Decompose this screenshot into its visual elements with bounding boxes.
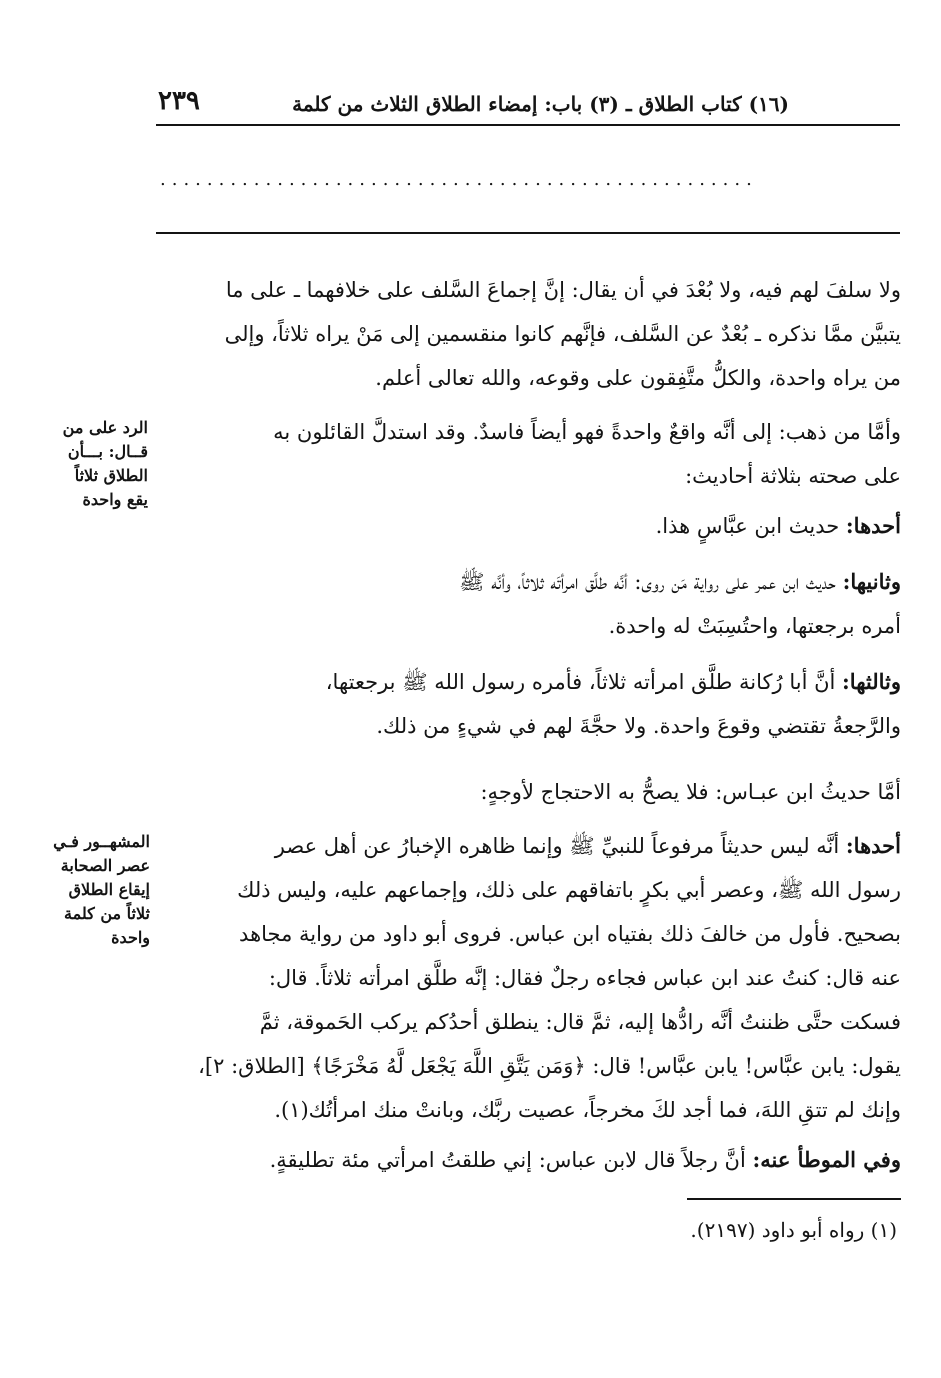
margin-note-line: واحدة: [111, 928, 150, 947]
dotted-separator: ...................................................: [160, 170, 758, 190]
footnote-rule: [687, 1198, 901, 1200]
text-line: وثالثها: أنَّ أبا رُكانة طلَّق امرأته ثلاثاً، فأمره رسول الله ﷺ برجعتها،: [325, 669, 901, 694]
margin-note: [26, 416, 148, 512]
lead-in-label: أحدها:: [845, 833, 901, 858]
text-line: أحدها: حديث ابن عبَّاسٍ هذا.: [655, 513, 901, 538]
lead-in-label: وثالثها:: [842, 669, 901, 694]
text-line: وفي الموطأ عنه: أنَّ رجلاً قال لابن عباس: إني طلقتُ امرأتي مئة تطليقةٍ.: [269, 1147, 901, 1172]
paragraph: [41, 560, 901, 648]
text-line: وإنك لم تتقِ اللهَ، فما أجد لكَ مخرجاً، عصيت ربَّك، وبانتْ منك امرأتُك(١).: [274, 1098, 901, 1122]
text-line: ولا سلفَ لهم فيه، ولا بُعْدَ في أن يقال: إنَّ إجماعَ السَّلف على خلافهما ـ على ما: [225, 278, 901, 302]
lead-in-label: أحدها:: [845, 513, 901, 538]
margin-note-line: يقع واحدة: [82, 490, 148, 509]
text-line: يتبيَّن ممَّا نذكره ـ بُعْدٌ عن السَّلف، فإنَّهم كانوا منقسمين إلى مَنْ يراه ثلاثاً، وإلى: [224, 322, 901, 346]
text-line: عنه قال: كنتُ عند ابن عباس فجاءه رجلٌ فقال: إنَّه طلَّق امرأته ثلاثاً. قال:: [268, 966, 901, 990]
separator-rule: [156, 232, 900, 234]
margin-note-line: ثلاثاً من كلمة: [64, 904, 150, 923]
margin-note-line: قــال: بـــأن: [67, 442, 148, 461]
footnote: (١) رواه أبو داود (٢١٩٧).: [690, 1218, 897, 1242]
lead-in-label: وفي الموطأ عنه:: [752, 1147, 901, 1172]
page-number: ٢٣٩: [158, 86, 200, 116]
text-line: أحدها: أنَّه ليس حديثاً مرفوعاً للنبيِّ ﷺ وإنما ظاهره الإخبارُ عن أهل عصر: [274, 833, 901, 858]
paragraph: [41, 770, 901, 814]
text-line: رسول الله ﷺ، وعصر أبي بكرٍ باتفاقهم على ذلك، وإجماعهم عليه، وليس ذلك: [237, 878, 901, 902]
lead-in-label: وثانيها:: [842, 569, 901, 594]
paragraph: [41, 660, 901, 748]
running-header-title: (١٦) كتاب الطلاق ـ (٣) باب: إمضاء الطلاق الثلاث من كلمة: [292, 92, 789, 116]
margin-note-line: الرد على من: [62, 418, 148, 437]
paragraph: [41, 1138, 901, 1182]
header-rule: [156, 124, 900, 126]
paragraph: [41, 410, 901, 498]
text-line: يقول: يابن عبَّاس! يابن عبَّاس! قال: ﴿وَمَن يَتَّقِ اللَّهَ يَجْعَل لَّهُ مَخْرَجًا﴾ [الطلاق: ٢]،: [198, 1054, 901, 1078]
text-line: والرَّجعةُ تقتضي وقوعَ واحدة. ولا حجَّةَ لهم في شيءٍ من ذلك.: [376, 714, 901, 738]
margin-note-line: الطلاق ثلاثاً: [74, 466, 148, 485]
margin-note-line: إيقاع الطلاق: [68, 880, 150, 899]
paragraph: [41, 504, 901, 548]
text-line: على صحته بثلاثة أحاديث:: [685, 464, 901, 488]
text-line: وثانيها: حديث ابن عمر على رواية مَن روى: أنَّه طلَّق امرأتَه ثلاثاً، وأنَّه ﷺ: [459, 569, 901, 594]
paragraph: [41, 824, 901, 1132]
text-line: بصحيح. فأول من خالفَ ذلك بفتياه ابن عباس. فروى أبو داود من رواية مجاهد: [239, 922, 901, 946]
text-line: أمره برجعتها، واحتُسِبَتْ له واحدة.: [608, 614, 901, 638]
margin-note-line: عصر الصحابة: [60, 856, 150, 875]
text-line: فسكت حتَّى ظننتُ أنَّه رادُّها إليه، ثمَّ قال: ينطلق أحدُكم يركب الحَموقة، ثمَّ: [259, 1010, 901, 1034]
text-line: أمَّا حديثُ ابن عبـاس: فلا يصحُّ به الاحتجاج لأوجهٍ:: [480, 780, 901, 804]
margin-note: [28, 830, 150, 950]
margin-note-line: المشهــور فـي: [53, 832, 150, 851]
text-line: من يراه واحدة، والكلُّ متَّفِقون على وقوعه، والله تعالى أعلم.: [375, 366, 901, 390]
text-line: وأمَّا من ذهب: إلى أنَّه واقعٌ واحدةً فهو أيضاً فاسدٌ. وقد استدلَّ القائلون به: [273, 420, 901, 444]
paragraph: [41, 268, 901, 400]
